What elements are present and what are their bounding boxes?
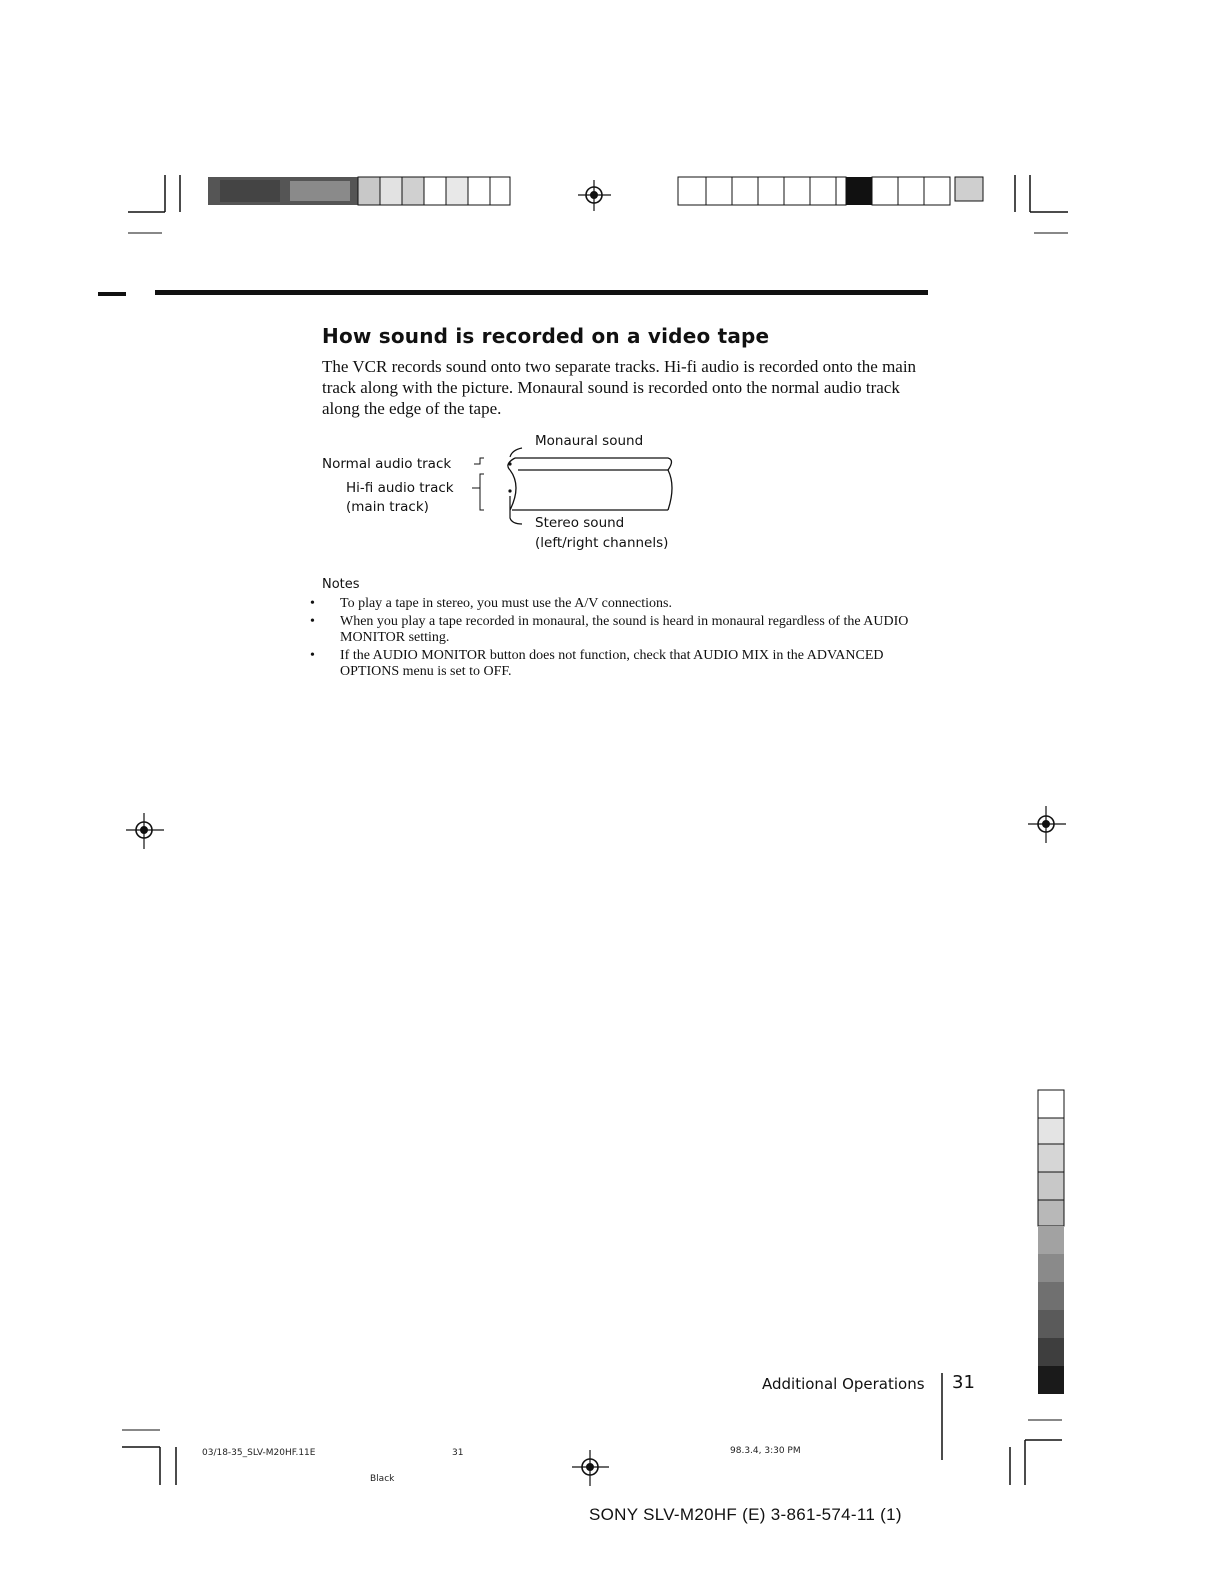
monaural-sound-label: Monaural sound bbox=[535, 433, 644, 449]
registration-target-left bbox=[126, 813, 164, 849]
notes-list bbox=[310, 596, 930, 682]
color-strip-right bbox=[678, 177, 983, 205]
header-rule-left bbox=[98, 292, 126, 296]
channels-label: (left/right channels) bbox=[535, 535, 669, 551]
registration-target-bottom bbox=[572, 1450, 609, 1486]
registration-target-top bbox=[578, 180, 611, 211]
gray-scale-bar bbox=[1038, 1090, 1064, 1394]
footer-section-title: Additional Operations bbox=[762, 1375, 925, 1393]
print-color: Black bbox=[370, 1474, 395, 1484]
color-strip-left bbox=[208, 177, 510, 205]
note-item: • If the AUDIO MONITOR button does not function, check that AUDIO MIX in the ADVANCED OPTIONS menu is set to OFF. bbox=[310, 648, 930, 680]
note-item: • To play a tape in stereo, you must use the A/V connections. bbox=[310, 596, 930, 612]
note-item: • When you play a tape recorded in monaural, the sound is heard in monaural regardless of the AUDIO MONITOR setting. bbox=[310, 614, 930, 646]
notes-title: Notes bbox=[322, 577, 360, 592]
page-number: 31 bbox=[952, 1372, 975, 1393]
main-track-label: (main track) bbox=[346, 499, 429, 515]
header-rule bbox=[155, 290, 928, 295]
print-file-page: 31 bbox=[452, 1448, 464, 1458]
stereo-sound-label: Stereo sound bbox=[535, 515, 625, 531]
registration-target-right bbox=[1028, 806, 1066, 843]
print-date: 98.3.4, 3:30 PM bbox=[730, 1446, 801, 1456]
hifi-audio-track-label: Hi-fi audio track bbox=[346, 480, 454, 496]
normal-audio-track-label: Normal audio track bbox=[322, 456, 452, 472]
print-file-name: 03/18-35_SLV-M20HF.11E bbox=[202, 1448, 316, 1458]
section-heading: How sound is recorded on a video tape bbox=[322, 324, 770, 348]
model-number-line: SONY SLV-M20HF (E) 3-861-574-11 (1) bbox=[589, 1505, 902, 1524]
intro-paragraph: The VCR records sound onto two separate tracks. Hi-fi audio is recorded onto the main track along with the picture. Monaural sound is recorded onto the normal audio track along the edge of the tape. bbox=[322, 357, 917, 418]
